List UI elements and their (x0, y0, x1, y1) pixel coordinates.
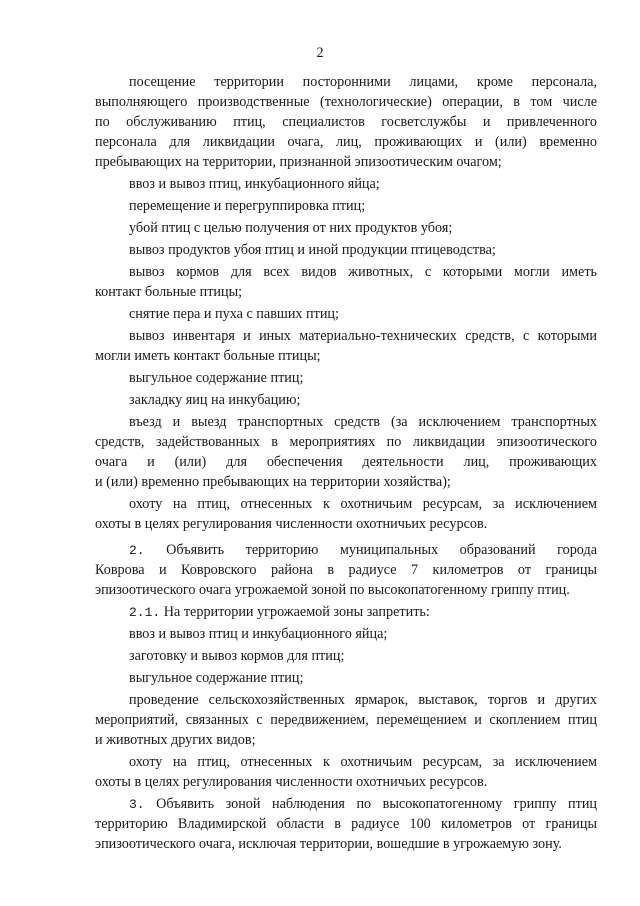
paragraph-line: пребывающих на территории, признанной эпизоотическим очагом; (95, 154, 502, 170)
paragraph-line: выгульное содержание птиц; (129, 670, 304, 686)
paragraph-line: эпизоотического очага, исключая территории, вошедшие в угрожаемую зону. (95, 836, 562, 852)
paragraph-line: средств, задействованных в мероприятиях по ликвидации эпизоотического (95, 434, 597, 450)
paragraph-line: охоты в целях регулирования численности охотничьих ресурсов. (95, 516, 488, 532)
paragraph-line: могли иметь контакт больные птицы; (95, 348, 321, 364)
paragraph-line: охоту на птиц, отнесенных к охотничьим ресурсам, за исключением (129, 496, 597, 512)
clause-text: Объявить зоной наблюдения по высокопатогенному гриппу птиц (156, 796, 598, 812)
paragraph-line: мероприятий, связанных с передвижением, перемещением и скоплением птиц (95, 712, 597, 728)
paragraph-line (129, 603, 597, 623)
paragraph-line: заготовку и вывоз кормов для птиц; (129, 648, 345, 664)
paragraph-line: проведение сельскохозяйственных ярмарок, выставок, торгов и других (129, 692, 597, 708)
paragraph-line: закладку яиц на инкубацию; (129, 392, 301, 408)
page-number: 2 (316, 45, 324, 61)
paragraph-line: убой птиц с целью получения от них продуктов убоя; (129, 220, 453, 236)
clause-text: Объявить территорию муниципальных образований города (166, 542, 597, 558)
paragraph-line: охоты в целях регулирования численности охотничьих ресурсов. (95, 774, 488, 790)
paragraph-line: персонала для ликвидации очага, лиц, проживающих и (или) временно (95, 134, 597, 150)
paragraph-line: ввоз и вывоз птиц и инкубационного яйца; (129, 626, 388, 642)
paragraph-line: вывоз продуктов убоя птиц и иной продукции птицеводства; (129, 242, 496, 258)
paragraph-line: ввоз и вывоз птиц, инкубационного яйца; (129, 176, 380, 192)
paragraph-line: по обслуживанию птиц, специалистов госветслужбы и привлеченного (95, 114, 597, 130)
clause-number: 3. (129, 797, 145, 812)
paragraph-line: эпизоотического очага угрожаемой зоной по высокопатогенному гриппу птиц. (95, 582, 570, 598)
paragraph-line: въезд и выезд транспортных средств (за исключением транспортных (129, 414, 597, 430)
clause-number: 2. (129, 543, 145, 558)
paragraph-line (129, 795, 597, 815)
paragraph-line: и животных других видов; (95, 732, 256, 748)
paragraph-line: Коврова и Ковровского района в радиусе 7 километров от границы (95, 562, 597, 578)
paragraph-line: перемещение и перегруппировка птиц; (129, 198, 366, 214)
paragraph-line (129, 541, 597, 561)
paragraph-line: вывоз инвентаря и иных материально-технических средств, с которыми (129, 328, 597, 344)
paragraph-line: посещение территории посторонними лицами, кроме персонала, (129, 74, 597, 90)
paragraph-line: контакт больные птицы; (95, 284, 243, 300)
clause-number: 2.1. (129, 605, 161, 620)
paragraph-line: выполняющего производственные (технологические) операции, в том числе (95, 94, 597, 110)
paragraph-line: территорию Владимирской области в радиусе 100 километров от границы (95, 816, 597, 832)
paragraph-line: вывоз кормов для всех видов животных, с которыми могли иметь (129, 264, 597, 280)
paragraph-line: выгульное содержание птиц; (129, 370, 304, 386)
paragraph-line: снятие пера и пуха с павших птиц; (129, 306, 339, 322)
paragraph-line: очага и (или) для обеспечения деятельности лиц, проживающих (95, 454, 597, 470)
clause-text: На территории угрожаемой зоны запретить: (163, 604, 430, 620)
paragraph-line: охоту на птиц, отнесенных к охотничьим ресурсам, за исключением (129, 754, 597, 770)
paragraph-line: и (или) временно пребывающих на территории хозяйства); (95, 474, 451, 490)
